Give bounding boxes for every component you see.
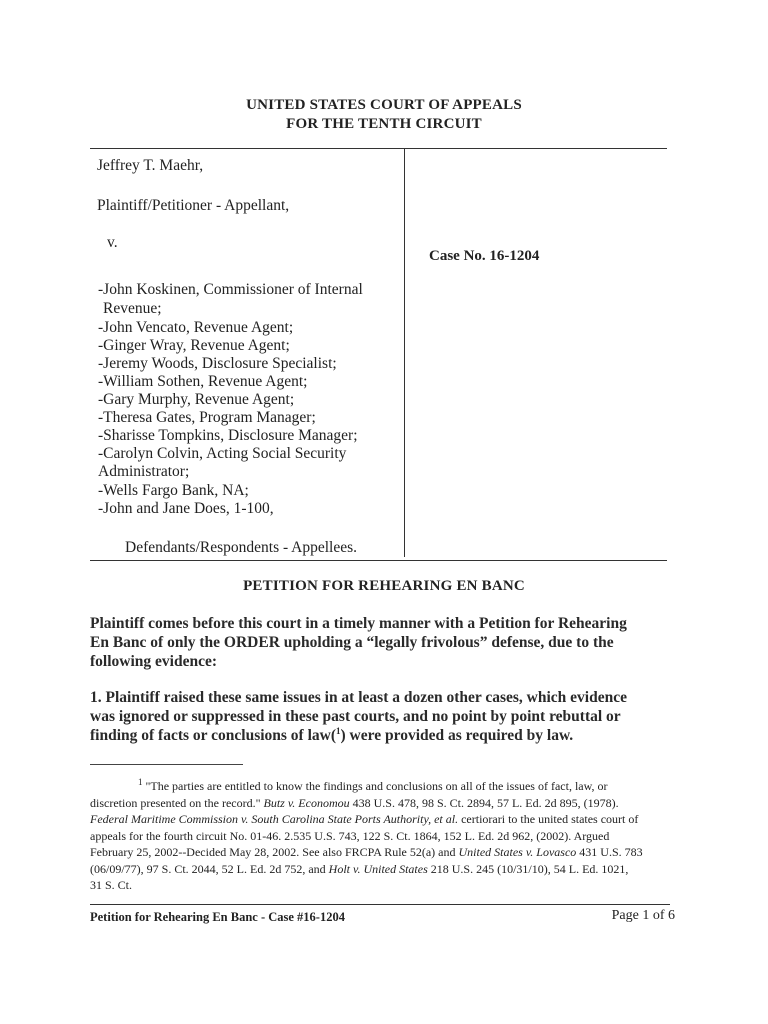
footnote-marker: 1 (138, 777, 143, 787)
defendants-role: Defendants/Respondents - Appellees. (125, 539, 358, 556)
caption-divider (404, 149, 405, 557)
caption-bottom-rule (90, 560, 667, 561)
point-one-line: was ignored or suppressed in these past courts, and no point by point rebuttal or (90, 708, 621, 725)
court-name: UNITED STATES COURT OF APPEALS (246, 97, 522, 113)
footer-title: Petition for Rehearing En Banc - Case #16-1204 (90, 910, 345, 924)
intro-line: Plaintiff comes before this court in a timely manner with a Petition for Rehearing (90, 615, 627, 632)
footnote-line: Federal Maritime Commission v. South Carolina State Ports Authority, et al. certiorari to the united states court of (90, 812, 639, 826)
footnote-line: (06/09/77), 97 S. Ct. 2044, 52 L. Ed. 2d 752, and Holt v. United States 218 U.S. 245 (10/31/10), 54 L. Ed. 1021, (90, 861, 629, 876)
defendant-line: -Carolyn Colvin, Acting Social Security (98, 445, 347, 462)
footnote-line: 31 S. Ct. (90, 878, 133, 892)
plaintiff-name: Jeffrey T. Maehr, (97, 157, 204, 174)
point-one-paragraph (90, 688, 675, 745)
defendant-line: -Sharisse Tompkins, Disclosure Manager; (98, 427, 358, 444)
caption-top-rule (90, 148, 667, 149)
defendant-line: -Wells Fargo Bank, NA; (98, 482, 249, 499)
footnote-line: appeals for the fourth circuit No. 01-46. 2.535 U.S. 743, 122 S. Ct. 1864, 152 L. Ed. 2d 962, (2002). Argued (90, 828, 610, 843)
versus: v. (107, 234, 118, 251)
plaintiff-role: Plaintiff/Petitioner - Appellant, (97, 197, 290, 214)
defendant-line: -John Koskinen, Commissioner of Internal (98, 281, 363, 298)
footer-rule (90, 904, 670, 905)
footnote-line: discretion presented on the record." Butz v. Economou 438 U.S. 478, 98 S. Ct. 2894, 57 L. Ed. 2d 895, (1978). (90, 795, 619, 810)
footnote (90, 778, 680, 894)
defendant-line: -Gary Murphy, Revenue Agent; (98, 391, 295, 408)
footnote-reference: 1 (336, 725, 341, 736)
circuit-name: FOR THE TENTH CIRCUIT (286, 116, 482, 132)
footnote-separator (90, 764, 243, 765)
defendant-line: -Ginger Wray, Revenue Agent; (98, 337, 290, 354)
footnote-line: February 25, 2002--Decided May 28, 2002. See also FRCPA Rule 52(a) and United States v. Lovasco 431 U.S. 783 (90, 845, 643, 859)
defendant-line: Administrator; (98, 463, 190, 480)
case-number: Case No. 16-1204 (429, 248, 540, 264)
page-number: Page 1 of 6 (611, 908, 675, 923)
defendant-line: -John Vencato, Revenue Agent; (98, 319, 294, 336)
defendant-line: -John and Jane Does, 1-100, (98, 500, 274, 517)
intro-line: following evidence: (90, 653, 217, 670)
intro-paragraph (90, 614, 675, 671)
document-title: PETITION FOR REHEARING EN BANC (243, 578, 525, 594)
intro-line: En Banc of only the ORDER upholding a “legally frivolous” defense, due to the (90, 634, 614, 651)
defendant-line: -William Sothen, Revenue Agent; (98, 373, 308, 390)
footnote-line: $^1$ "The parties are entitled to know the findings and conclusions on all of the issues of fact, law, or (138, 777, 608, 793)
defendant-line: -Jeremy Woods, Disclosure Specialist; (98, 355, 337, 372)
point-one-line: finding of facts or conclusions of law($^1$) were provided as required by law. (90, 725, 574, 744)
point-one-line: 1. Plaintiff raised these same issues in at least a dozen other cases, which evidence (90, 689, 627, 706)
defendant-line: Revenue; (103, 300, 162, 317)
defendant-line: -Theresa Gates, Program Manager; (98, 409, 316, 426)
